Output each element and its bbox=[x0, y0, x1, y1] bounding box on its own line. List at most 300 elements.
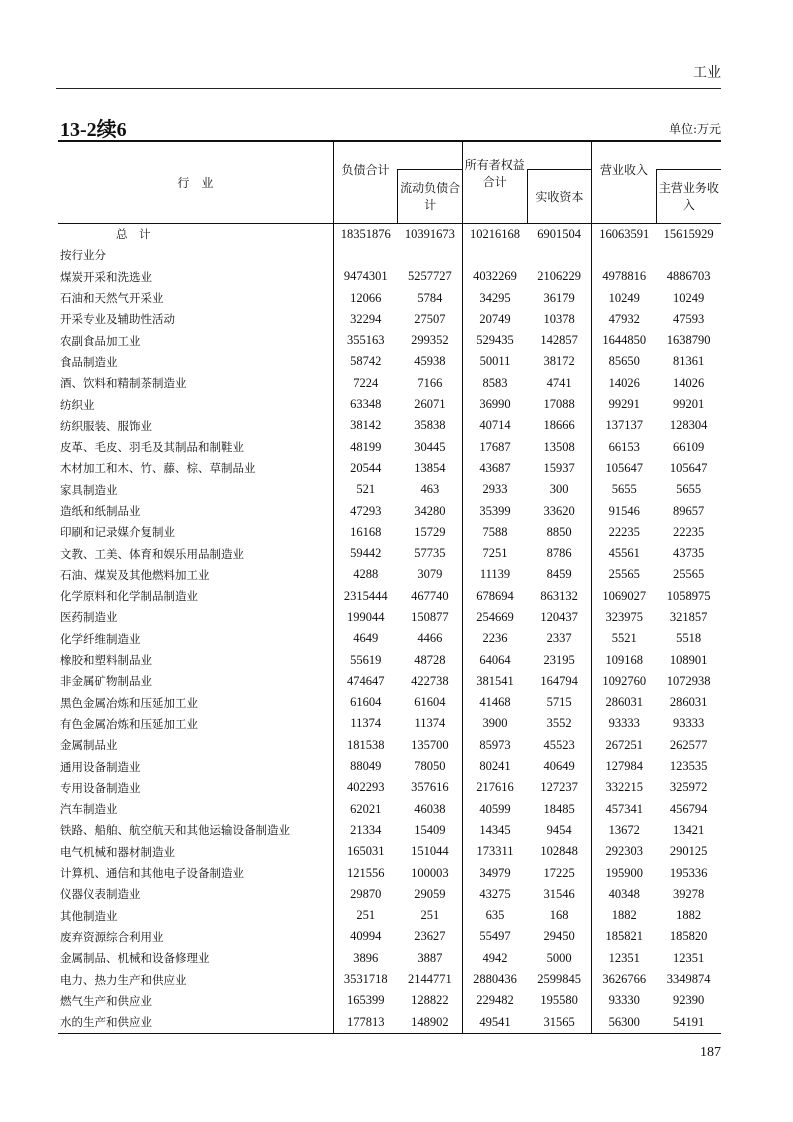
value-cell: 181538 bbox=[333, 735, 398, 756]
table-row bbox=[58, 458, 721, 479]
value-cell: 1882 bbox=[676, 908, 702, 923]
value-cell: 11139 bbox=[462, 564, 527, 585]
value-cell: 321857 bbox=[669, 609, 708, 624]
col-header-total-liabilities: 负债合计 bbox=[333, 141, 398, 223]
value-cell: 467740 bbox=[411, 588, 449, 603]
value-cell: 34295 bbox=[462, 287, 527, 308]
value-cell: 35399 bbox=[462, 500, 527, 521]
industry-name: 电气机械和器材制造业 bbox=[60, 844, 175, 859]
value-cell: 62021 bbox=[333, 799, 398, 820]
value-cell: 40714 bbox=[462, 415, 527, 436]
value-cell: 22235 bbox=[673, 524, 705, 539]
value-cell: 137137 bbox=[592, 415, 657, 436]
value-cell: 10249 bbox=[592, 287, 657, 308]
value-cell: 23627 bbox=[414, 929, 446, 944]
value-cell: 13508 bbox=[543, 439, 575, 454]
value-cell: 7588 bbox=[462, 522, 527, 543]
value-cell: 21334 bbox=[333, 820, 398, 841]
industry-name: 化学原料和化学制品制造业 bbox=[60, 589, 198, 604]
industry-name: 印刷和记录媒介复制业 bbox=[60, 525, 175, 540]
value-cell: 863132 bbox=[540, 588, 578, 603]
value-cell: 251 bbox=[420, 908, 440, 923]
value-cell: 15409 bbox=[414, 822, 446, 837]
value-cell: 32294 bbox=[333, 309, 398, 330]
industry-name: 计算机、通信和其他电子设备制造业 bbox=[60, 866, 244, 881]
value-cell: 521 bbox=[333, 479, 398, 500]
table-row bbox=[58, 479, 721, 500]
value-cell: 1072938 bbox=[666, 673, 711, 688]
value-cell: 64064 bbox=[462, 649, 527, 670]
table-row bbox=[58, 948, 721, 969]
value-cell: 262577 bbox=[669, 737, 708, 752]
value-cell: 27507 bbox=[414, 311, 446, 326]
table-row bbox=[58, 713, 721, 734]
value-cell: 99201 bbox=[673, 397, 705, 412]
value-cell: 105647 bbox=[592, 458, 657, 479]
industry-name: 黑色金属冶炼和压延加工业 bbox=[60, 695, 198, 710]
table-row bbox=[58, 522, 721, 543]
industry-name: 皮革、毛皮、羽毛及其制品和制鞋业 bbox=[60, 440, 244, 455]
value-cell: 229482 bbox=[462, 990, 527, 1011]
value-cell: 93333 bbox=[592, 713, 657, 734]
table-row bbox=[58, 820, 721, 841]
table-row bbox=[58, 862, 721, 883]
industry-name: 水的生产和供应业 bbox=[58, 1011, 333, 1033]
table-row bbox=[58, 309, 721, 330]
value-cell: 92390 bbox=[673, 993, 705, 1008]
value-cell: 529435 bbox=[462, 330, 527, 351]
table-title: 13-2续6 bbox=[60, 119, 127, 141]
value-cell: 123535 bbox=[669, 759, 708, 774]
value-cell: 16168 bbox=[333, 522, 398, 543]
value-cell: 99291 bbox=[592, 394, 657, 415]
value-cell: 173311 bbox=[462, 841, 527, 862]
value-cell: 47932 bbox=[592, 309, 657, 330]
value-cell: 91546 bbox=[592, 500, 657, 521]
value-cell: 15729 bbox=[414, 524, 446, 539]
table-row bbox=[58, 841, 721, 862]
value-cell: 59442 bbox=[333, 543, 398, 564]
value-cell: 148902 bbox=[398, 1011, 463, 1033]
industry-name: 仪器仪表制造业 bbox=[60, 887, 141, 902]
value-cell: 168 bbox=[549, 908, 569, 923]
group-row bbox=[58, 245, 721, 266]
value-cell: 286031 bbox=[592, 692, 657, 713]
table-row bbox=[58, 543, 721, 564]
value-cell: 9454 bbox=[546, 822, 572, 837]
value-cell: 2599845 bbox=[537, 972, 581, 987]
value-cell: 195900 bbox=[592, 862, 657, 883]
value-cell: 20749 bbox=[462, 309, 527, 330]
value-cell: 78050 bbox=[414, 759, 446, 774]
value-cell: 1092760 bbox=[592, 671, 657, 692]
table-row bbox=[58, 394, 721, 415]
table-row bbox=[58, 351, 721, 372]
value-cell: 93333 bbox=[673, 716, 705, 731]
value-cell: 357616 bbox=[411, 780, 449, 795]
value-cell: 81361 bbox=[673, 354, 705, 369]
industry-name: 开采专业及辅助性活动 bbox=[60, 312, 175, 327]
value-cell: 463 bbox=[420, 482, 440, 497]
value-cell: 135700 bbox=[411, 737, 449, 752]
value-cell: 57735 bbox=[414, 546, 446, 561]
value-cell: 8583 bbox=[462, 373, 527, 394]
value-cell: 47293 bbox=[333, 500, 398, 521]
value-cell: 4978816 bbox=[592, 266, 657, 287]
value-cell: 142857 bbox=[540, 333, 578, 348]
table-row bbox=[58, 649, 721, 670]
value-cell: 3896 bbox=[333, 948, 398, 969]
industry-name: 农副食品加工业 bbox=[60, 333, 141, 348]
value-cell: 26071 bbox=[414, 397, 446, 412]
value-cell: 195580 bbox=[540, 993, 578, 1008]
value-cell: 18666 bbox=[543, 418, 575, 433]
industry-name: 专用设备制造业 bbox=[60, 780, 141, 795]
col-header-industry: 行 业 bbox=[58, 141, 333, 223]
value-cell: 292303 bbox=[592, 841, 657, 862]
value-cell: 4942 bbox=[462, 948, 527, 969]
value-cell: 185821 bbox=[592, 926, 657, 947]
value-cell: 54191 bbox=[656, 1011, 721, 1033]
table-row bbox=[58, 884, 721, 905]
value-cell: 7224 bbox=[333, 373, 398, 394]
value-cell: 3552 bbox=[546, 716, 572, 731]
group-label: 按行业分 bbox=[60, 248, 106, 263]
industry-name: 金属制品、机械和设备修理业 bbox=[60, 951, 210, 966]
value-cell: 164794 bbox=[540, 673, 578, 688]
value-cell: 14345 bbox=[462, 820, 527, 841]
value-cell: 4886703 bbox=[666, 269, 711, 284]
industry-name: 橡胶和塑料制品业 bbox=[60, 653, 152, 668]
table-row bbox=[58, 330, 721, 351]
value-cell: 66153 bbox=[592, 436, 657, 457]
table-row bbox=[58, 564, 721, 585]
value-cell: 45938 bbox=[414, 354, 446, 369]
value-cell: 9474301 bbox=[333, 266, 398, 287]
value-cell: 12066 bbox=[333, 287, 398, 308]
value-cell: 165031 bbox=[333, 841, 398, 862]
table-row bbox=[58, 415, 721, 436]
value-cell: 5784 bbox=[417, 290, 443, 305]
industry-name: 通用设备制造业 bbox=[60, 759, 141, 774]
value-cell: 195336 bbox=[669, 865, 708, 880]
value-cell: 323975 bbox=[592, 607, 657, 628]
value-cell: 40348 bbox=[592, 884, 657, 905]
total-label: 总 计 bbox=[58, 223, 333, 245]
value-cell: 15937 bbox=[543, 460, 575, 475]
value-cell: 635 bbox=[462, 905, 527, 926]
total-row bbox=[58, 223, 721, 245]
page-number: 187 bbox=[700, 1045, 721, 1060]
value-cell: 3626766 bbox=[592, 969, 657, 990]
table-row bbox=[58, 373, 721, 394]
table-row bbox=[58, 990, 721, 1011]
value-cell: 7251 bbox=[462, 543, 527, 564]
value-cell: 5521 bbox=[592, 628, 657, 649]
value-cell: 39278 bbox=[673, 886, 705, 901]
value-cell: 100003 bbox=[411, 865, 449, 880]
value-cell: 11374 bbox=[414, 716, 446, 731]
value-cell: 49541 bbox=[462, 1011, 527, 1033]
industry-name: 燃气生产和供应业 bbox=[60, 993, 152, 1008]
section-label: 工业 bbox=[693, 65, 721, 81]
total-cell: 15615929 bbox=[656, 223, 721, 245]
industry-name: 废弃资源综合利用业 bbox=[60, 929, 164, 944]
total-cell: 10216168 bbox=[462, 223, 527, 245]
table-row bbox=[58, 266, 721, 287]
table-row bbox=[58, 436, 721, 457]
value-cell: 14026 bbox=[592, 373, 657, 394]
value-cell: 300 bbox=[549, 482, 569, 497]
value-cell: 40599 bbox=[462, 799, 527, 820]
value-cell: 120437 bbox=[540, 609, 578, 624]
value-cell: 18485 bbox=[543, 801, 575, 816]
industry-name: 其他制造业 bbox=[60, 908, 118, 923]
value-cell: 4032269 bbox=[462, 266, 527, 287]
value-cell: 127984 bbox=[592, 756, 657, 777]
total-cell: 10391673 bbox=[398, 223, 463, 245]
value-cell: 2933 bbox=[462, 479, 527, 500]
table-row bbox=[58, 777, 721, 798]
value-cell: 102848 bbox=[540, 844, 578, 859]
value-cell: 299352 bbox=[411, 333, 449, 348]
value-cell: 25565 bbox=[592, 564, 657, 585]
industry-name: 煤炭开采和洗选业 bbox=[60, 269, 152, 284]
value-cell: 286031 bbox=[669, 695, 708, 710]
value-cell: 36990 bbox=[462, 394, 527, 415]
table-row bbox=[58, 671, 721, 692]
value-cell: 10378 bbox=[543, 311, 575, 326]
value-cell: 254669 bbox=[462, 607, 527, 628]
value-cell: 4741 bbox=[546, 375, 572, 390]
value-cell: 355163 bbox=[333, 330, 398, 351]
table-row bbox=[58, 799, 721, 820]
table-row bbox=[58, 756, 721, 777]
value-cell: 30445 bbox=[414, 439, 446, 454]
value-cell: 33620 bbox=[543, 503, 575, 518]
value-cell: 4649 bbox=[333, 628, 398, 649]
value-cell: 121556 bbox=[333, 862, 398, 883]
industry-name: 石油、煤炭及其他燃料加工业 bbox=[60, 567, 210, 582]
table-row bbox=[58, 905, 721, 926]
table-row bbox=[58, 1011, 721, 1033]
value-cell: 3349874 bbox=[666, 972, 711, 987]
value-cell: 23195 bbox=[543, 652, 575, 667]
value-cell: 43275 bbox=[462, 884, 527, 905]
value-cell: 2236 bbox=[462, 628, 527, 649]
value-cell: 13672 bbox=[592, 820, 657, 841]
industry-name: 纺织业 bbox=[60, 397, 95, 412]
table-row bbox=[58, 926, 721, 947]
value-cell: 325972 bbox=[669, 780, 708, 795]
value-cell: 35838 bbox=[414, 418, 446, 433]
value-cell: 5000 bbox=[546, 950, 572, 965]
value-cell: 66109 bbox=[673, 439, 705, 454]
value-cell: 40649 bbox=[543, 759, 575, 774]
value-cell: 5257727 bbox=[407, 269, 452, 284]
table-row bbox=[58, 735, 721, 756]
industry-name: 电力、热力生产和供应业 bbox=[60, 972, 187, 987]
value-cell: 1638790 bbox=[666, 333, 711, 348]
col-header-main-business-revenue: 主营业务收入 bbox=[656, 169, 721, 223]
value-cell: 3531718 bbox=[333, 969, 398, 990]
value-cell: 109168 bbox=[592, 649, 657, 670]
value-cell: 48199 bbox=[333, 436, 398, 457]
value-cell: 267251 bbox=[592, 735, 657, 756]
value-cell: 1882 bbox=[592, 905, 657, 926]
value-cell: 2144771 bbox=[407, 972, 452, 987]
value-cell: 105647 bbox=[669, 460, 708, 475]
value-cell: 55619 bbox=[333, 649, 398, 670]
value-cell: 85973 bbox=[462, 735, 527, 756]
table-row bbox=[58, 969, 721, 990]
industry-name: 文教、工美、体育和娱乐用品制造业 bbox=[60, 546, 244, 561]
value-cell: 2337 bbox=[546, 631, 572, 646]
industry-name: 非金属矿物制品业 bbox=[60, 674, 152, 689]
table-row bbox=[58, 500, 721, 521]
value-cell: 3887 bbox=[417, 950, 443, 965]
value-cell: 2315444 bbox=[333, 586, 398, 607]
value-cell: 61604 bbox=[333, 692, 398, 713]
value-cell: 43735 bbox=[673, 546, 705, 561]
industry-name: 木材加工和木、竹、藤、棕、草制品业 bbox=[60, 461, 256, 476]
value-cell: 678694 bbox=[462, 586, 527, 607]
value-cell: 34979 bbox=[462, 862, 527, 883]
data-table bbox=[58, 140, 721, 1034]
table-row bbox=[58, 287, 721, 308]
value-cell: 5715 bbox=[546, 695, 572, 710]
value-cell: 199044 bbox=[333, 607, 398, 628]
value-cell: 61604 bbox=[414, 695, 446, 710]
value-cell: 2106229 bbox=[537, 269, 581, 284]
value-cell: 457341 bbox=[592, 799, 657, 820]
value-cell: 38172 bbox=[543, 354, 575, 369]
value-cell: 10249 bbox=[673, 290, 705, 305]
value-cell: 108901 bbox=[669, 652, 708, 667]
value-cell: 17687 bbox=[462, 436, 527, 457]
value-cell: 88049 bbox=[333, 756, 398, 777]
value-cell: 251 bbox=[333, 905, 398, 926]
value-cell: 29870 bbox=[333, 884, 398, 905]
table-row bbox=[58, 586, 721, 607]
value-cell: 40994 bbox=[333, 926, 398, 947]
value-cell: 29059 bbox=[414, 886, 446, 901]
industry-name: 造纸和纸制品业 bbox=[60, 504, 141, 518]
value-cell: 8459 bbox=[546, 567, 572, 582]
value-cell: 290125 bbox=[669, 844, 708, 859]
value-cell: 58742 bbox=[333, 351, 398, 372]
top-rule bbox=[56, 88, 721, 89]
table-row bbox=[58, 607, 721, 628]
value-cell: 332215 bbox=[592, 777, 657, 798]
value-cell: 20544 bbox=[333, 458, 398, 479]
col-header-operating-revenue: 营业收入 bbox=[592, 141, 657, 223]
value-cell: 177813 bbox=[333, 1011, 398, 1033]
value-cell: 63348 bbox=[333, 394, 398, 415]
col-header-owners-equity: 所有者权益合计 bbox=[462, 141, 527, 223]
value-cell: 8786 bbox=[546, 546, 572, 561]
value-cell: 4288 bbox=[333, 564, 398, 585]
unit-label: 单位:万元 bbox=[668, 122, 721, 136]
value-cell: 4466 bbox=[417, 631, 443, 646]
value-cell: 128822 bbox=[411, 993, 449, 1008]
value-cell: 47593 bbox=[673, 311, 705, 326]
value-cell: 17088 bbox=[543, 397, 575, 412]
value-cell: 1644850 bbox=[592, 330, 657, 351]
value-cell: 25565 bbox=[673, 567, 705, 582]
value-cell: 13421 bbox=[673, 822, 705, 837]
industry-name: 金属制品业 bbox=[60, 738, 118, 753]
value-cell: 14026 bbox=[673, 375, 705, 390]
value-cell: 3900 bbox=[462, 713, 527, 734]
industry-name: 纺织服装、服饰业 bbox=[60, 418, 152, 433]
value-cell: 31565 bbox=[527, 1011, 592, 1033]
value-cell: 422738 bbox=[411, 673, 449, 688]
table-row bbox=[58, 692, 721, 713]
value-cell: 45523 bbox=[543, 737, 575, 752]
value-cell: 8850 bbox=[546, 524, 572, 539]
value-cell: 185820 bbox=[669, 929, 708, 944]
value-cell: 2880436 bbox=[462, 969, 527, 990]
value-cell: 85650 bbox=[592, 351, 657, 372]
value-cell: 11374 bbox=[333, 713, 398, 734]
value-cell: 89657 bbox=[673, 503, 705, 518]
industry-name: 有色金属冶炼和压延加工业 bbox=[60, 716, 198, 731]
value-cell: 48728 bbox=[414, 652, 446, 667]
value-cell: 150877 bbox=[411, 609, 449, 624]
value-cell: 127237 bbox=[540, 780, 578, 795]
value-cell: 402293 bbox=[333, 777, 398, 798]
table-row bbox=[58, 628, 721, 649]
value-cell: 41468 bbox=[462, 692, 527, 713]
industry-name: 化学纤维制造业 bbox=[60, 631, 141, 646]
value-cell: 43687 bbox=[462, 458, 527, 479]
value-cell: 12351 bbox=[592, 948, 657, 969]
value-cell: 22235 bbox=[592, 522, 657, 543]
value-cell: 36179 bbox=[543, 290, 575, 305]
value-cell: 13854 bbox=[414, 460, 446, 475]
value-cell: 38142 bbox=[333, 415, 398, 436]
col-header-paid-in-capital: 实收资本 bbox=[527, 169, 592, 223]
value-cell: 34280 bbox=[414, 503, 446, 518]
value-cell: 45561 bbox=[592, 543, 657, 564]
total-cell: 6901504 bbox=[527, 223, 592, 245]
value-cell: 50011 bbox=[462, 351, 527, 372]
industry-name: 铁路、船舶、航空航天和其他运输设备制造业 bbox=[60, 823, 290, 838]
value-cell: 1058975 bbox=[666, 588, 711, 603]
value-cell: 80241 bbox=[462, 756, 527, 777]
value-cell: 1069027 bbox=[592, 586, 657, 607]
value-cell: 93330 bbox=[592, 990, 657, 1011]
value-cell: 55497 bbox=[462, 926, 527, 947]
industry-name: 酒、饮料和精制茶制造业 bbox=[60, 376, 187, 391]
value-cell: 31546 bbox=[543, 886, 575, 901]
industry-name: 家具制造业 bbox=[60, 482, 118, 497]
value-cell: 7166 bbox=[417, 375, 443, 390]
value-cell: 46038 bbox=[414, 801, 446, 816]
total-cell: 16063591 bbox=[592, 223, 657, 245]
value-cell: 5655 bbox=[592, 479, 657, 500]
value-cell: 456794 bbox=[669, 801, 708, 816]
industry-name: 医药制造业 bbox=[60, 610, 118, 625]
value-cell: 217616 bbox=[462, 777, 527, 798]
value-cell: 29450 bbox=[543, 929, 575, 944]
col-header-current-liabilities: 流动负债合计 bbox=[398, 169, 463, 223]
value-cell: 5655 bbox=[676, 482, 702, 497]
value-cell: 165399 bbox=[333, 990, 398, 1011]
value-cell: 5518 bbox=[676, 631, 702, 646]
value-cell: 381541 bbox=[462, 671, 527, 692]
